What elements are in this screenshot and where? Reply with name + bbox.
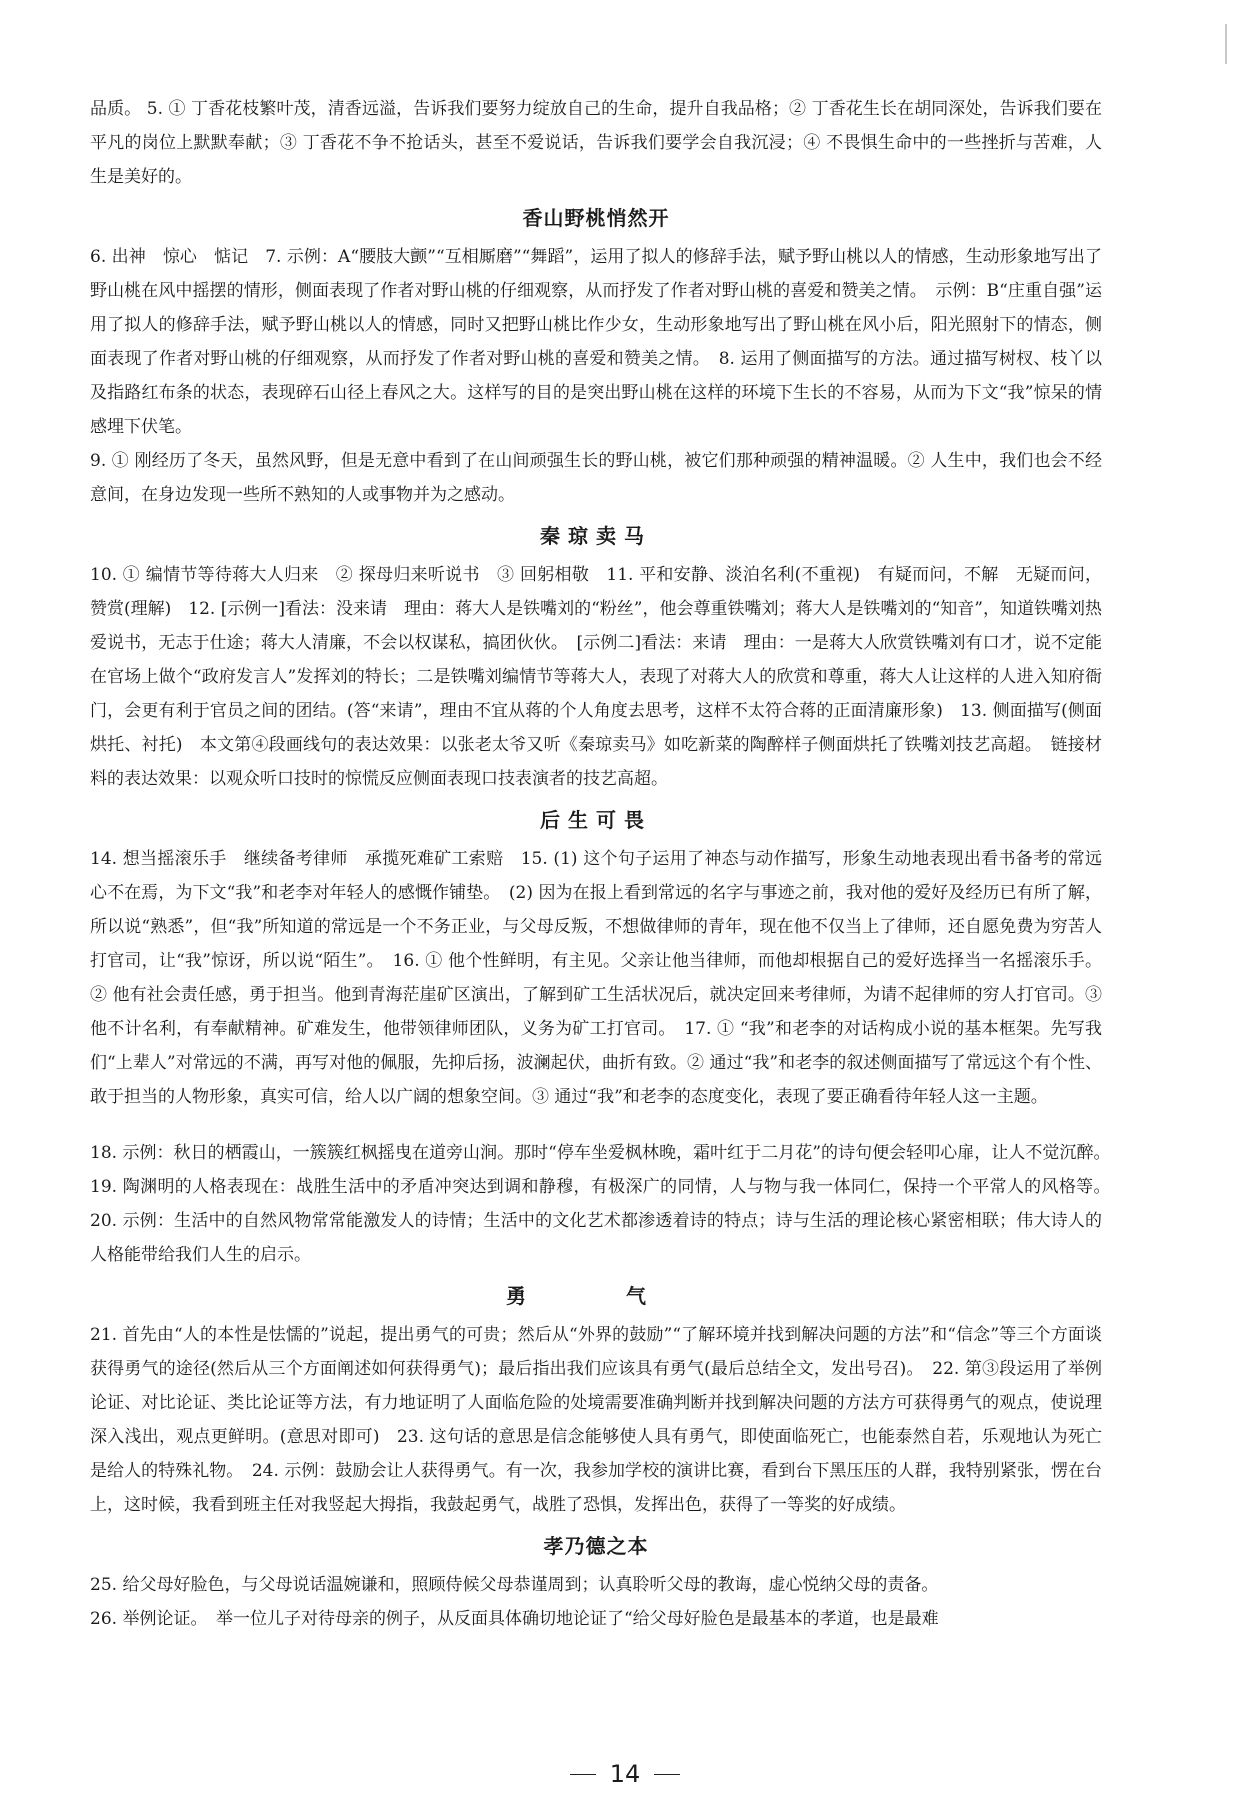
section-paragraph: 6. 出神 惊心 惦记 7. 示例：A“腰肢大颤”“互相厮磨”“舞蹈”，运用了拟人的修辞手法，赋予野山桃以人的情感，生动形象地写出了野山桃在风中摇摆的情形，侧面表现了作者对野山桃的仔细观察，从而抒发了作者对野山桃的喜爱和赞美之情。 示例：B“庄重自强”运用了拟人的修辞手法，赋予野山桃以人的情感，同时又把野山桃比作少女，生动形象地写出了野山桃在风小后，阳光照射下的情态，侧面表现了作者对野山桃的仔细观察，从而抒发了作者对野山桃的喜爱和赞美之情。 8. 运用了侧面描写的方法。通过描写树杈、枝丫以及指路红布条的状态，表现碎石山径上春风之大。这样写的目的是突出野山桃在这样的环境下生长的不容易，从而为下文“我”惊呆的情感埋下伏笔。 (90, 247, 1102, 437)
intro-paragraph: 品质。 5. ① 丁香花枝繁叶茂，清香远溢，告诉我们要努力绽放自己的生命，提升自我品格；② 丁香花生长在胡同深处，告诉我们要在平凡的岗位上默默奉献；③ 丁香花不争不抢话头，甚至不爱说话，告诉我们要学会自我沉浸；④ 不畏惧生命中的一些挫折与苦难，人生是美好的。 (90, 99, 1102, 187)
answer-content (90, 92, 1119, 1636)
section-paragraph: 26. 举例论证。 举一位儿子对待母亲的例子，从反面具体确切地论证了“给父母好脸色是最基本的孝道，也是最难 (90, 1609, 939, 1629)
section-title-qinqiong: 秦琼卖马 (540, 524, 652, 548)
section-gap (90, 1114, 1102, 1136)
page-number: 14 (609, 1760, 641, 1788)
section-paragraph: 18. 示例：秋日的栖霞山，一簇簇红枫摇曳在道旁山涧。那时“停车坐爱枫林晚，霜叶红于二月花”的诗句便会轻叩心扉，让人不觉沉醉。 19. 陶渊明的人格表现在：战胜生活中的矛盾冲突达到调和静穆，有极深广的同情，人与物与我一体同仁，保持一个平常人的风格等。 20. 示例：生活中的自然风物常常能激发人的诗情；生活中的文化艺术都渗透着诗的特点；诗与生活的理论核心紧密相联；伟大诗人的人格能带给我们人生的启示。 (90, 1143, 1119, 1265)
footer-dash-right (654, 1774, 680, 1775)
section-paragraph: 9. ① 刚经历了冬天，虽然风野，但是无意中看到了在山间顽强生长的野山桃，被它们那种顽强的精神温暖。② 人生中，我们也会不经意间，在身边发现一些所不熟知的人或事物并为之感动。 (90, 451, 1102, 505)
section-title-yongqi: 勇 气 (506, 1284, 686, 1308)
section-paragraph: 10. ① 编情节等待蒋大人归来 ② 探母归来听说书 ③ 回躬相敬 11. 平和安静、淡泊名利(不重视) 有疑而问，不解 无疑而问，赞赏(理解) 12. [示例一]看法：没来请 理由：蒋大人是铁嘴刘的“粉丝”，他会尊重铁嘴刘；蒋大人是铁嘴刘的“知音”，知道铁嘴刘热爱说书，无志于仕途；蒋大人清廉，不会以权谋私，搞团伙伙。 [示例二]看法：来请 理由：一是蒋大人欣赏铁嘴刘有口才，说不定能在官场上做个“政府发言人”发挥刘的特长；二是铁嘴刘编情节等蒋大人，表现了对蒋大人的欣赏和尊重，蒋大人让这样的人进入知府衙门，会更有利于官员之间的团结。(答“来请”，理由不宜从蒋的个人角度去思考，这样不太符合蒋的正面清廉形象) 13. 侧面描写(侧面烘托、衬托) 本文第④段画线句的表达效果：以张老太爷又听《秦琼卖马》如吃新菜的陶醉样子侧面烘托了铁嘴刘技艺高超。 链接材料的表达效果：以观众听口技时的惊慌反应侧面表现口技表演者的技艺高超。 (90, 565, 1102, 789)
section-paragraph: 25. 给父母好脸色，与父母说话温婉谦和，照顾侍候父母恭谨周到；认真聆听父母的教诲，虚心悦纳父母的责备。 (90, 1575, 939, 1595)
footer-dash-left (570, 1774, 596, 1775)
section-title-xiangshan: 香山野桃悄然开 (522, 206, 670, 230)
page-footer (0, 1754, 1250, 1794)
section-paragraph: 21. 首先由“人的本性是怯懦的”说起，提出勇气的可贵；然后从“外界的鼓励”“了解环境并找到解决问题的方法”和“信念”等三个方面谈获得勇气的途径(然后从三个方面阐述如何获得勇气)；最后指出我们应该具有勇气(最后总结全文，发出号召)。 22. 第③段运用了举例论证、对比论证、类比论证等方法，有力地证明了人面临危险的处境需要准确判断并找到解决问题的方法方可获得勇气的观点，使说理深入浅出，观点更鲜明。(意思对即可) 23. 这句话的意思是信念能够使人具有勇气，即使面临死亡，也能泰然自若，乐观地认为死亡是给人的特殊礼物。 24. 示例：鼓励会让人获得勇气。有一次，我参加学校的演讲比赛，看到台下黑压压的人群，我特别紧张，愣在台上，这时候，我看到班主任对我竖起大拇指，我鼓起勇气，战胜了恐惧，发挥出色，获得了一等奖的好成绩。 (90, 1325, 1102, 1515)
scan-edge-mark (1225, 24, 1227, 64)
section-paragraph: 14. 想当摇滚乐手 继续备考律师 承揽死难矿工索赔 15. (1) 这个句子运用了神态与动作描写，形象生动地表现出看书备考的常远心不在焉，为下文“我”和老李对年轻人的感慨作铺垫。 (2) 因为在报上看到常远的名字与事迹之前，我对他的爱好及经历已有所了解，所以说“熟悉”，但“我”所知道的常远是一个不务正业，与父母反叛，不想做律师的青年，现在他不仅当上了律师，还自愿免费为穷苦人打官司，让“我”惊讶，所以说“陌生”。 16. ① 他个性鲜明，有主见。父亲让他当律师，而他却根据自己的爱好选择当一名摇滚乐手。② 他有社会责任感，勇于担当。他到青海茫崖矿区演出，了解到矿工生活状况后，就决定回来考律师，为请不起律师的穷人打官司。③ 他不计名利，有奉献精神。矿难发生，他带领律师团队，义务为矿工打官司。 17. ① “我”和老李的对话构成小说的基本框架。先写我们“上辈人”对常远的不满，再写对他的佩服，先抑后扬，波澜起伏，曲折有致。② 通过“我”和老李的叙述侧面描写了常远这个有个性、敢于担当的人物形象，真实可信，给人以广阔的想象空间。③ 通过“我”和老李的态度变化，表现了要正确看待年轻人这一主题。 (90, 849, 1102, 1107)
section-title-housheng: 后生可畏 (540, 808, 652, 832)
section-title-xiao: 孝乃德之本 (543, 1534, 649, 1558)
